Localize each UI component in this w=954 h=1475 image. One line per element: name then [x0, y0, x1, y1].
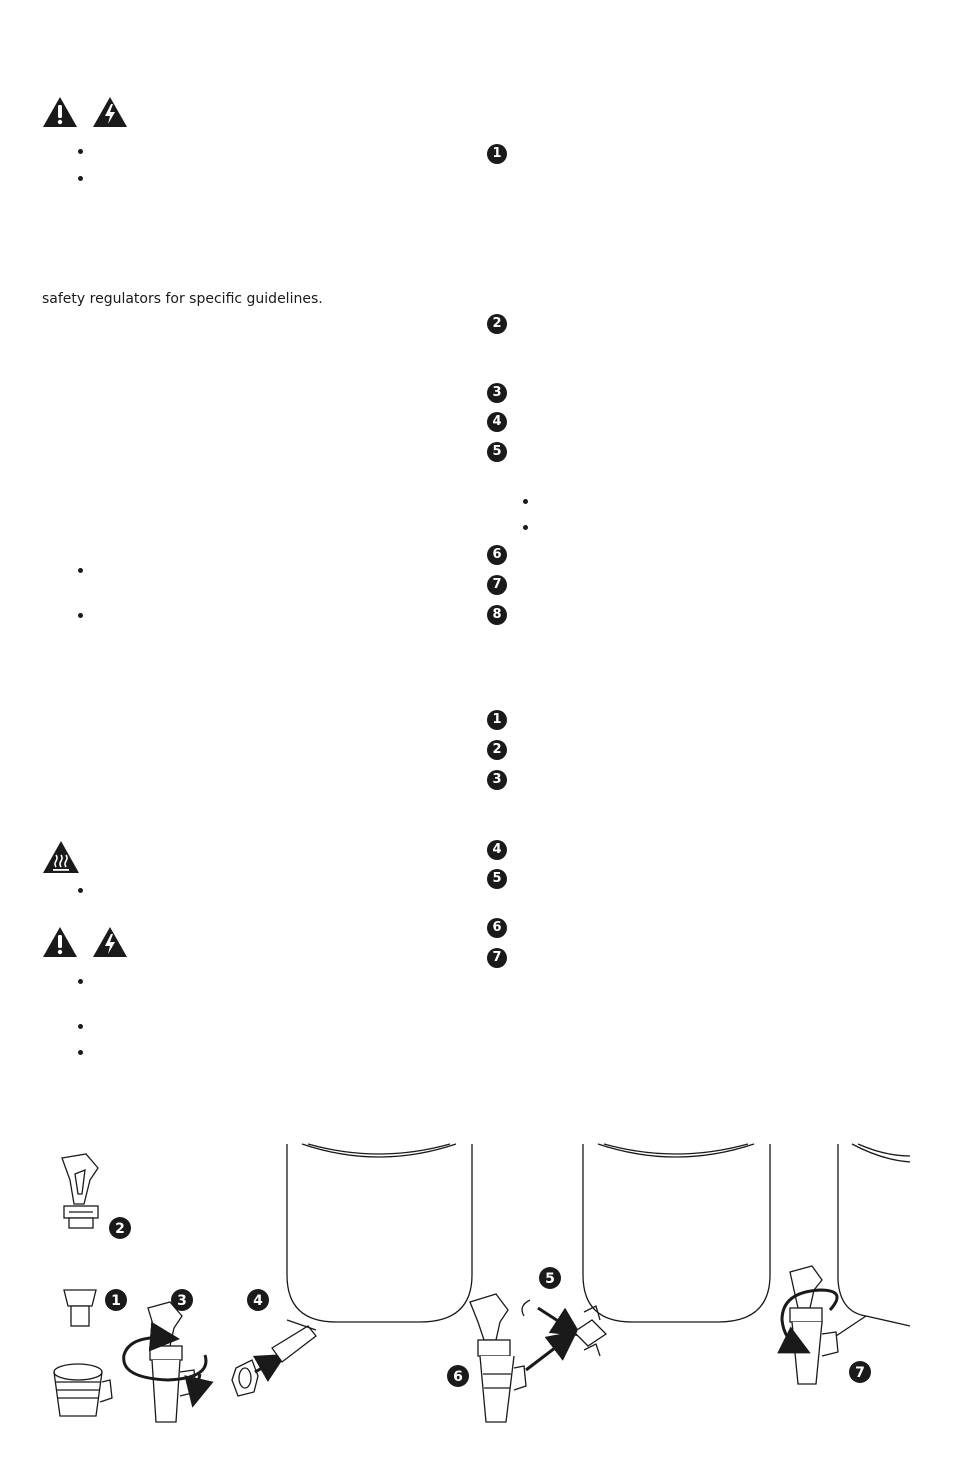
bullet — [78, 1050, 83, 1055]
callout-label: 7 — [855, 1365, 865, 1381]
electric-shock-icon — [92, 926, 128, 958]
step-number: 6 — [487, 918, 507, 938]
bullet — [78, 888, 83, 893]
step-number: 4 — [487, 412, 507, 432]
step-number: 8 — [487, 605, 507, 625]
exclamation-warning-icon — [42, 926, 78, 958]
step-number: 2 — [487, 740, 507, 760]
faucet-assembly-illustration — [40, 1140, 915, 1440]
step-number: 6 — [487, 545, 507, 565]
bullet — [78, 176, 83, 181]
step-number: 3 — [487, 770, 507, 790]
step-number: 5 — [487, 442, 507, 462]
callout-label: 4 — [253, 1293, 263, 1309]
exclamation-warning-icon — [42, 96, 78, 128]
step-number: 7 — [487, 575, 507, 595]
step-number: 7 — [487, 948, 507, 968]
callout-label: 5 — [545, 1271, 555, 1287]
callout-label: 2 — [115, 1221, 125, 1237]
hot-surface-icon — [42, 840, 80, 874]
step-number: 3 — [487, 383, 507, 403]
bullet — [78, 613, 83, 618]
callout-label: 6 — [453, 1369, 463, 1385]
step-number: 4 — [487, 840, 507, 860]
bullet — [78, 1024, 83, 1029]
warning-icons-top — [42, 96, 128, 128]
step-number: 1 — [487, 710, 507, 730]
step-number: 1 — [487, 144, 507, 164]
bullet — [523, 525, 528, 530]
bullet — [78, 979, 83, 984]
callout-label: 3 — [177, 1293, 187, 1309]
callout-label: 1 — [111, 1293, 121, 1309]
step-number: 2 — [487, 314, 507, 334]
step-number: 5 — [487, 869, 507, 889]
bullet — [78, 568, 83, 573]
safety-guidelines-text: safety regulators for specific guidelines. — [42, 291, 323, 307]
warning-icons-bottom — [42, 926, 128, 958]
bullet — [78, 149, 83, 154]
bullet — [523, 499, 528, 504]
electric-shock-icon — [92, 96, 128, 128]
